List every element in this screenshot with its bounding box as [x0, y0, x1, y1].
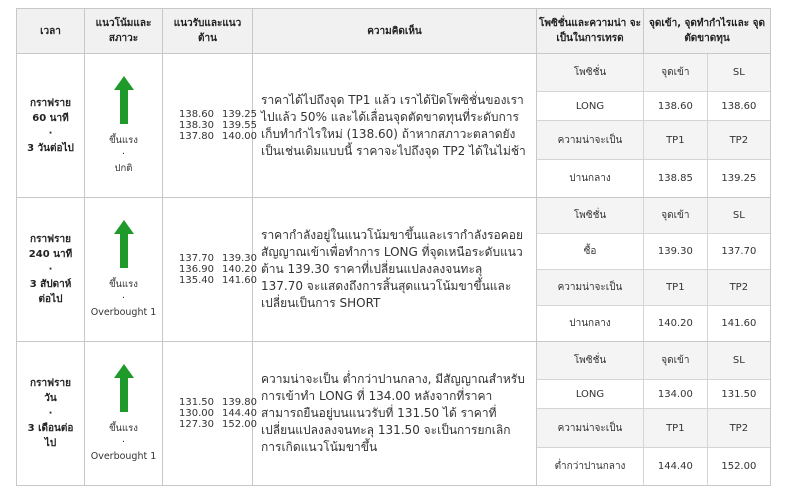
header-support-resistance: แนวรับและแนว ต้าน: [163, 9, 253, 54]
grid-value: 138.60: [707, 92, 770, 121]
grid-label: TP2: [707, 409, 770, 448]
trend-strength: ขึ้นแรง: [109, 422, 138, 434]
table-row: [17, 198, 771, 342]
period-text: กราฟราย: [30, 234, 71, 245]
grid-label: ความน่าจะเป็น: [537, 409, 644, 448]
resistance-value: 141.60: [222, 275, 257, 286]
period-text: ·: [48, 408, 53, 419]
grid-label: TP1: [644, 121, 708, 160]
period-text: 60 นาที: [32, 112, 69, 124]
grid-value: ซื้อ: [537, 233, 644, 269]
resistance-value: 140.20: [222, 264, 257, 275]
grid-value: 140.20: [644, 306, 708, 341]
grid-value: 137.70: [707, 233, 770, 269]
grid-label: SL: [707, 342, 770, 380]
grid-value: 134.00: [644, 380, 708, 409]
trend-separator: ·: [121, 292, 126, 304]
trend-separator: ·: [121, 436, 126, 448]
resistance-value: 139.55: [222, 120, 257, 131]
grid-value: 139.30: [644, 233, 708, 269]
trend-cell: [85, 198, 163, 342]
resistance-value: 140.00: [222, 131, 257, 142]
resistance-value: 152.00: [222, 419, 257, 430]
resistance-value: 139.80: [222, 397, 257, 408]
trend-condition: Overbought 1: [90, 306, 157, 318]
support-value: 127.30: [179, 419, 214, 430]
support-resistance-cell: [163, 54, 257, 198]
arrow-up-icon: [114, 364, 134, 412]
resistance-value: 139.30: [222, 253, 257, 264]
resistance-value: 139.25: [222, 109, 257, 120]
period-text: 240 นาที: [28, 249, 73, 260]
header-position: โพซิชั่นและความน่า จะเป็นในการเทรด: [537, 9, 644, 53]
header-entry: จุดเข้า, จุดทำกำไรและ จุดตัดขาดทุน: [649, 18, 765, 44]
support-value: 137.80: [179, 131, 214, 142]
header-comment: ความคิดเห็น: [253, 9, 537, 54]
trend-strength: ขึ้นแรง: [109, 134, 138, 146]
support-resistance-cell: [163, 342, 257, 486]
support-value: 138.60: [179, 109, 214, 120]
period-text: ต่อไป: [38, 294, 63, 305]
support-value: 136.90: [179, 264, 214, 275]
forecast-table: [16, 8, 771, 486]
period-text: 3 เดือนต่อ: [27, 423, 74, 434]
period-cell: [17, 342, 85, 486]
support-value: 131.50: [179, 397, 214, 408]
header-position-entry: [537, 9, 771, 54]
support-value: 130.00: [179, 408, 214, 419]
position-grid-cell: [537, 54, 771, 198]
grid-value: ปานกลาง: [537, 159, 644, 197]
arrow-up-icon: [114, 76, 134, 124]
table-row: [17, 342, 771, 486]
grid-label: TP2: [707, 269, 770, 305]
arrow-up-icon: [114, 220, 134, 268]
grid-value: ปานกลาง: [537, 306, 644, 341]
period-text: 3 สัปดาห์: [29, 279, 72, 290]
grid-label: SL: [707, 54, 770, 92]
grid-value: 144.40: [644, 447, 708, 485]
grid-value: LONG: [537, 380, 644, 409]
grid-label: TP1: [644, 409, 708, 448]
grid-label: TP2: [707, 121, 770, 160]
period-cell: [17, 54, 85, 198]
resistance-value: 144.40: [222, 408, 257, 419]
table-row: [17, 54, 771, 198]
period-text: ·: [48, 264, 53, 275]
grid-value: 141.60: [707, 306, 770, 341]
header-trend: แนวโน้มและ สภาวะ: [85, 9, 163, 54]
grid-value: 138.85: [644, 159, 708, 197]
period-text: กราฟราย: [30, 97, 71, 109]
grid-value: LONG: [537, 92, 644, 121]
grid-label: จุดเข้า: [644, 342, 708, 380]
position-grid-cell: [537, 198, 771, 342]
grid-label: SL: [707, 198, 770, 233]
trend-cell: [85, 342, 163, 486]
grid-label: โพซิชั่น: [537, 54, 644, 92]
period-text: วัน: [44, 393, 57, 404]
grid-label: จุดเข้า: [644, 198, 708, 233]
period-text: ไป: [44, 438, 57, 449]
header-time: เวลา: [17, 9, 85, 54]
header-row: [17, 9, 771, 54]
comment-cell: ราคาได้ไปถึงจุด TP1 แล้ว เราได้ปิดโพซิชั่นของเราไปแล้ว 50% และได้เลื่อนจุดตัดขาดทุนที่ระดับการเก็บทำกำไรใหม่ (138.60) ถ้าหากสภาวะตลาดยังเป็นเช่นเดิมแบบนี้ ราคาจะไปถึงจุด TP2 ได้ในไม่ช้า: [253, 54, 537, 198]
support-resistance-cell: [163, 198, 257, 342]
comment-cell: ความน่าจะเป็น ต่ำกว่าปานกลาง, มีสัญญาณสำหรับการเข้าทำ LONG ที่ 134.00 หลังจากที่ราคาสามารถยืนอยู่บนแนวรับที่ 131.50 ได้ ราคาที่เปลี่ยนแปลงลงจนทะลุ 131.50 จะเป็นการยกเลิกการเกิดแนวโน้มขาขึ้น: [253, 342, 537, 486]
grid-value: ต่ำกว่าปานกลาง: [537, 447, 644, 485]
trend-strength: ขึ้นแรง: [109, 278, 138, 290]
trend-cell: [85, 54, 163, 198]
period-text: กราฟราย: [30, 378, 71, 389]
period-cell: [17, 198, 85, 342]
grid-label: โพซิชั่น: [537, 342, 644, 380]
grid-label: ความน่าจะเป็น: [537, 121, 644, 160]
grid-label: ความน่าจะเป็น: [537, 269, 644, 305]
trend-condition: ปกติ: [114, 162, 133, 174]
support-value: 138.30: [179, 120, 214, 131]
grid-label: TP1: [644, 269, 708, 305]
support-value: 135.40: [179, 275, 214, 286]
position-grid-cell: [537, 342, 771, 486]
support-value: 137.70: [179, 253, 214, 264]
period-text: ·: [48, 127, 53, 139]
comment-cell: ราคากำลังอยู่ในแนวโน้มขาขึ้นและเรากำลังรอคอยสัญญาณเข้าเพื่อทำการ LONG ที่จุดเหนือระดับแนวต้าน 139.30 ราคาที่เปลี่ยนแปลงลงจนทะลุ 137.70 จะแสดงถึงการสิ้นสุดแนวโน้มขาขึ้นและเปลี่ยนเป็นการ SHORT: [253, 198, 537, 342]
grid-value: 131.50: [707, 380, 770, 409]
grid-label: จุดเข้า: [644, 54, 708, 92]
grid-value: 138.60: [644, 92, 708, 121]
trend-separator: ·: [121, 148, 126, 160]
trend-condition: Overbought 1: [90, 450, 157, 462]
grid-value: 139.25: [707, 159, 770, 197]
grid-label: โพซิชั่น: [537, 198, 644, 233]
period-text: 3 วันต่อไป: [27, 142, 74, 154]
grid-value: 152.00: [707, 447, 770, 485]
